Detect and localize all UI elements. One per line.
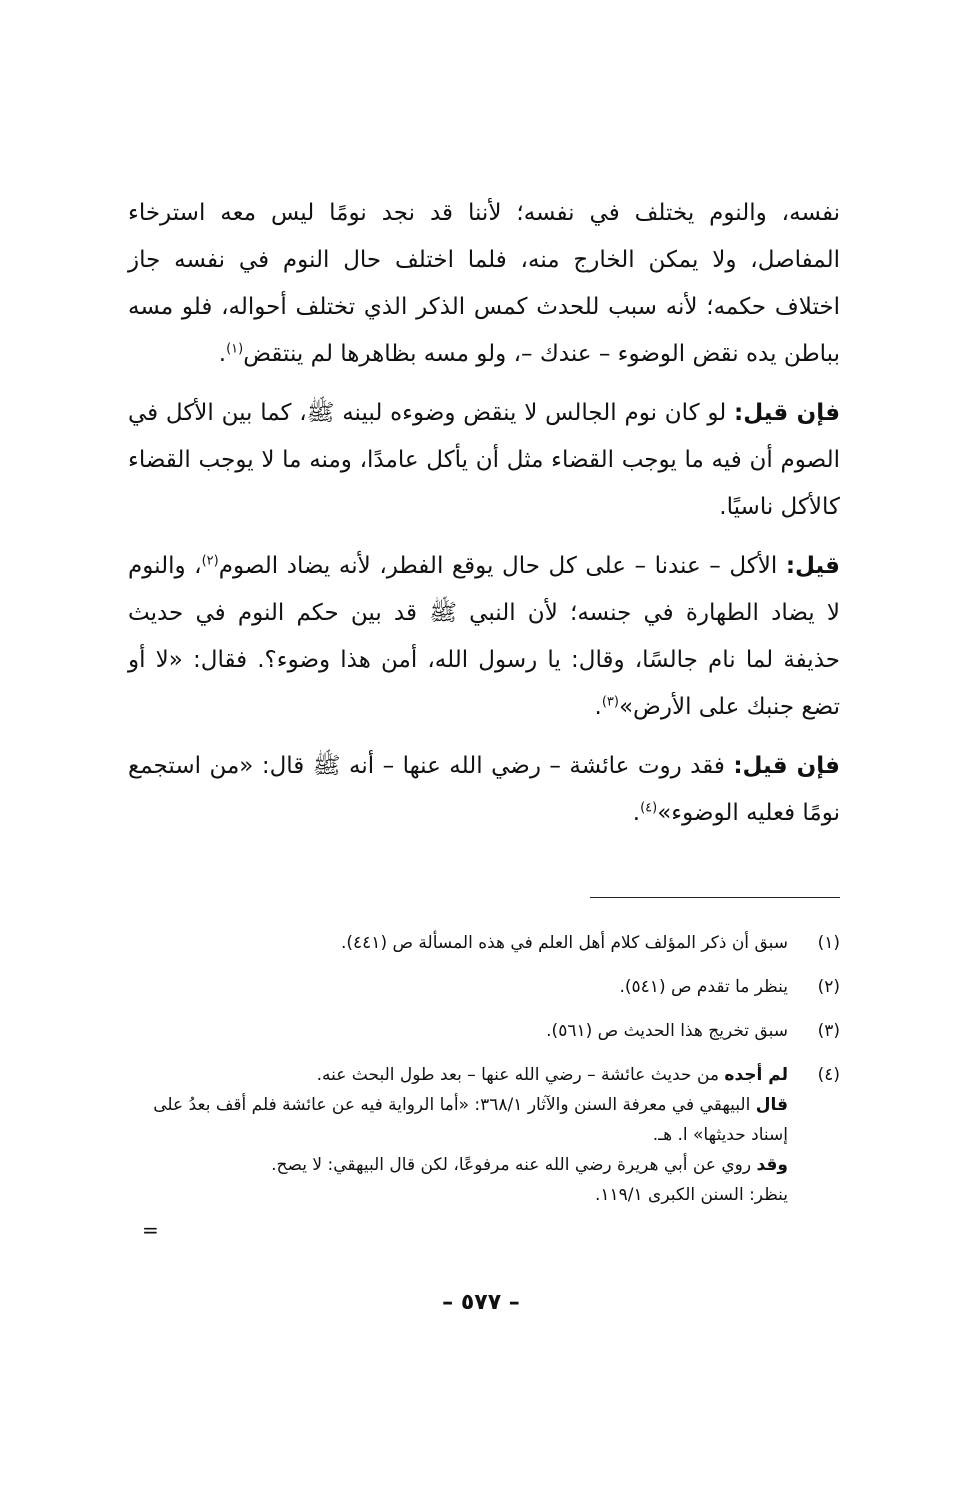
paragraph-1 xyxy=(128,190,840,378)
footnote-ref: (٣) xyxy=(601,694,619,710)
paragraph-text: نفسه، والنوم يختلف في نفسه؛ لأننا قد نجد نومًا ليس معه استرخاء المفاصل، ولا يمكن الخارج منه، فلما اختلف حال النوم في نفسه جاز اختلاف حكمه؛ لأنه سبب للحدث كمس الذكر الذي تختلف أحواله، فلو مسه بباطن يده نقض الوضوء – عندك –، ولو مسه بظاهرها لم ينتقض xyxy=(128,200,840,367)
footnote-body xyxy=(128,928,788,958)
footnote-line xyxy=(128,1180,788,1210)
footnote-line xyxy=(128,972,788,1002)
footnote-text: سبق تخريج هذا الحديث ص (٥٦١). xyxy=(546,1021,788,1041)
footnote-body xyxy=(128,1060,788,1210)
footnote-2 xyxy=(128,972,840,1002)
paragraph-text: لو كان نوم الجالس لا ينقض وضوءه لبينه ﷺ، كما بين الأكل في الصوم أن فيه ما يوجب القضاء مثل أن يأكل عامدًا، ومنه ما لا يوجب القضاء كالأكل ناسيًا. xyxy=(128,400,840,520)
footnote-ref: (١) xyxy=(226,341,244,357)
paragraph-tail: . xyxy=(218,341,227,367)
footnote-bold: لم أجده xyxy=(724,1065,788,1085)
footnote-1 xyxy=(128,928,840,958)
paragraph-tail: ، والنوم لا يضاد الطهارة في جنسه؛ لأن النبي ﷺ قد بين حكم النوم في حديث حذيفة لما نام جالسًا، وقال: يا رسول الله، أمن هذا وضوء؟. فقال: «لا أو تضع جنبك على الأرض» xyxy=(128,553,840,720)
footnote-number: (١) xyxy=(817,933,840,953)
footnote-ref: (٤) xyxy=(640,800,658,816)
main-text xyxy=(128,190,840,849)
footnote-bold: وقد xyxy=(756,1155,788,1175)
footnote-line xyxy=(128,1090,788,1150)
paragraph-lead: فإن قيل: xyxy=(734,400,841,426)
footnote-text: ينظر: السنن الكبرى ١١٩/١. xyxy=(594,1185,788,1205)
footnote-text: روي عن أبي هريرة رضي الله عنه مرفوعًا، لكن قال البيهقي: لا يصح. xyxy=(271,1155,757,1175)
footnote-ref: (٢) xyxy=(201,553,219,569)
footnote-number: (٢) xyxy=(817,977,840,997)
footnote-bold: قال xyxy=(755,1095,788,1115)
footnote-body xyxy=(128,1016,788,1046)
page-number: – ٥٧٧ – xyxy=(442,1290,520,1315)
footnote-text: البيهقي في معرفة السنن والآثار ٣٦٨/١: «أما الرواية فيه عن عائشة فلم أقف بعدُ على إسناد حديثها» ا. هـ. xyxy=(153,1095,788,1145)
footnote-text: سبق أن ذكر المؤلف كلام أهل العلم في هذه المسألة ص (٤٤١). xyxy=(340,933,788,953)
footnote-line xyxy=(128,928,788,958)
footnote-number: (٤) xyxy=(817,1065,840,1085)
paragraph-2 xyxy=(128,390,840,531)
footnote-body xyxy=(128,972,788,1002)
continuation-mark: = xyxy=(142,1218,159,1242)
paragraph-lead: فإن قيل: xyxy=(733,753,840,779)
paragraph-text: الأكل – عندنا – على كل حال يوقع الفطر، لأنه يضاد الصوم xyxy=(218,553,786,579)
footnote-3 xyxy=(128,1016,840,1046)
footnote-text: من حديث عائشة – رضي الله عنها – بعد طول البحث عنه. xyxy=(316,1065,725,1085)
footnote-line xyxy=(128,1060,788,1090)
paragraph-tail: . xyxy=(594,694,602,720)
footnote-line xyxy=(128,1150,788,1180)
paragraph-tail: . xyxy=(632,800,641,826)
paragraph-3 xyxy=(128,543,840,731)
paragraph-text: فقد روت عائشة – رضي الله عنها – أنه ﷺ قال: «من استجمع نومًا فعليه الوضوء» xyxy=(128,753,840,826)
footnote-number: (٣) xyxy=(817,1021,840,1041)
paragraph-lead: قيل: xyxy=(785,553,840,579)
paragraph-4 xyxy=(128,743,840,837)
footnote-text: ينظر ما تقدم ص (٥٤١). xyxy=(619,977,788,997)
footnotes xyxy=(128,928,840,1224)
footnote-line xyxy=(128,1016,788,1046)
footnote-4 xyxy=(128,1060,840,1210)
footnote-separator xyxy=(590,897,840,898)
